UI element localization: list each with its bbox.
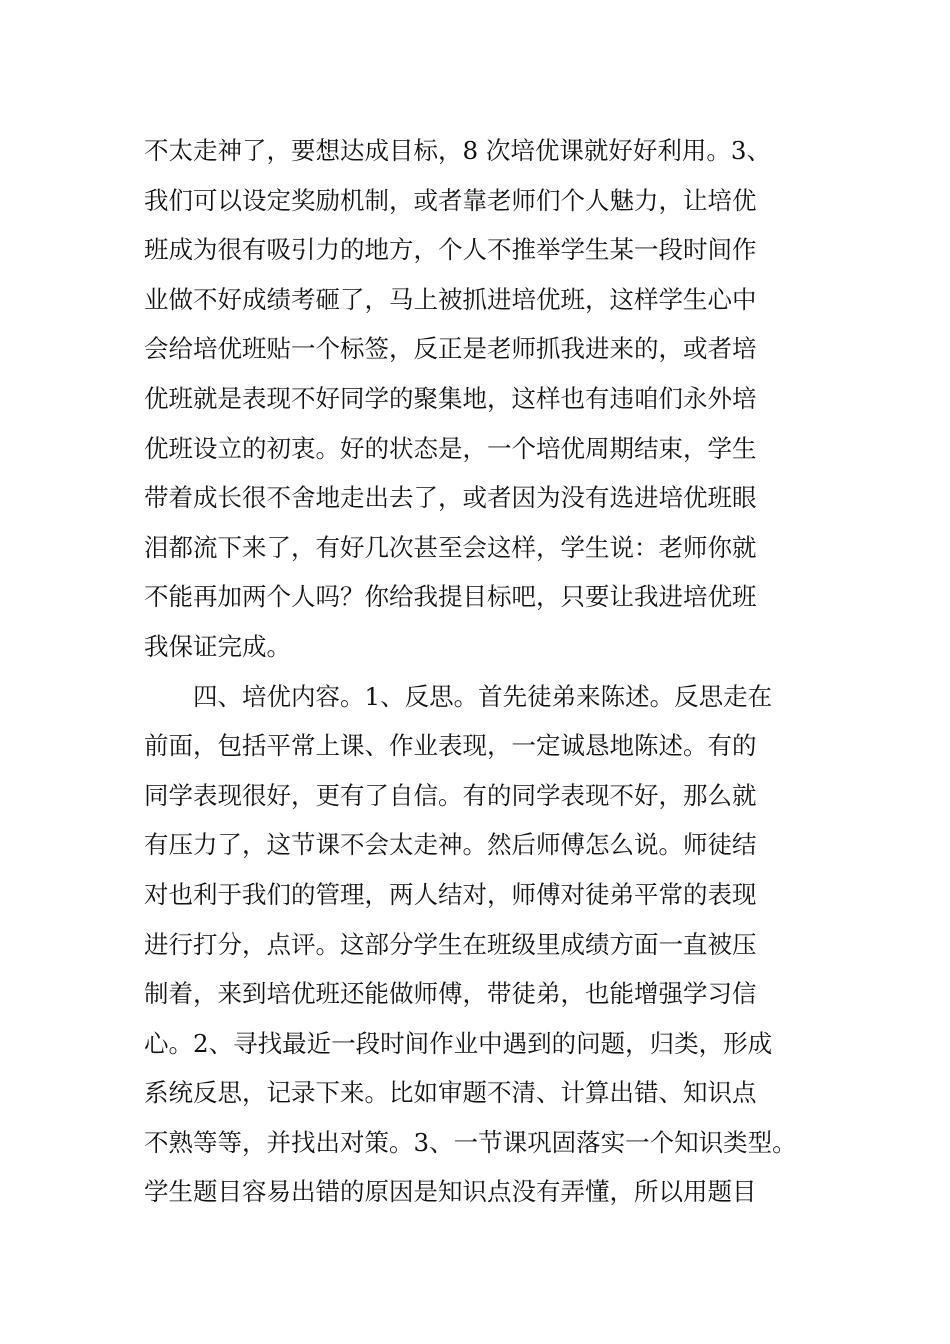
text-line: 不太走神了，要想达成目标，8 次培优课就好好利用。3、: [144, 136, 771, 165]
text-line: 对也利于我们的管理，两人结对，师傅对徒弟平常的表现: [144, 879, 757, 909]
text-line: 学生题目容易出错的原因是知识点没有弄懂，所以用题目: [144, 1177, 757, 1207]
paragraph-1: [144, 126, 844, 672]
text-line: 优班设立的初衷。好的状态是，一个培优周期结束，学生: [144, 433, 757, 463]
text-line-indented: 四、培优内容。1、反思。首先徒弟来陈述。反思走在: [193, 681, 773, 711]
text-line: 我保证完成。: [144, 631, 291, 661]
text-line: 前面，包括平常上课、作业表现，一定诚恳地陈述。有的: [144, 731, 757, 761]
text-line: 同学表现很好，更有了自信。有的同学表现不好，那么就: [144, 780, 757, 810]
text-line: 会给培优班贴一个标签，反正是老师抓我进来的，或者培: [144, 334, 757, 364]
text-line: 不能再加两个人吗？你给我提目标吧，只要让我进培优班: [144, 582, 757, 612]
text-line: 优班就是表现不好同学的聚集地，这样也有违咱们永外培: [144, 383, 757, 413]
text-line: 业做不好成绩考砸了，马上被抓进培优班，这样学生心中: [144, 284, 757, 314]
text-line: 我们可以设定奖励机制，或者靠老师们个人魅力，让培优: [144, 185, 757, 215]
text-line: 带着成长很不舍地走出去了，或者因为没有选进培优班眼: [144, 483, 757, 513]
text-line: 系统反思，记录下来。比如审题不清、计算出错、知识点: [144, 1078, 757, 1108]
text-line: 心。2、寻找最近一段时间作业中遇到的问题，归类，形成: [144, 1028, 773, 1058]
text-line: 进行打分，点评。这部分学生在班级里成绩方面一直被压: [144, 929, 757, 959]
text-line: 不熟等等，并找出对策。3、一节课巩固落实一个知识类型。: [144, 1127, 797, 1157]
text-line: 班成为很有吸引力的地方，个人不推举学生某一段时间作: [144, 235, 757, 265]
paragraph-2: [144, 672, 844, 1218]
text-line: 泪都流下来了，有好几次甚至会这样，学生说：老师你就: [144, 532, 757, 562]
text-line: 制着，来到培优班还能做师傅，带徒弟，也能增强学习信: [144, 979, 757, 1009]
body-text: [144, 126, 844, 1217]
text-line: 有压力了，这节课不会太走神。然后师傅怎么说。师徒结: [144, 830, 757, 860]
